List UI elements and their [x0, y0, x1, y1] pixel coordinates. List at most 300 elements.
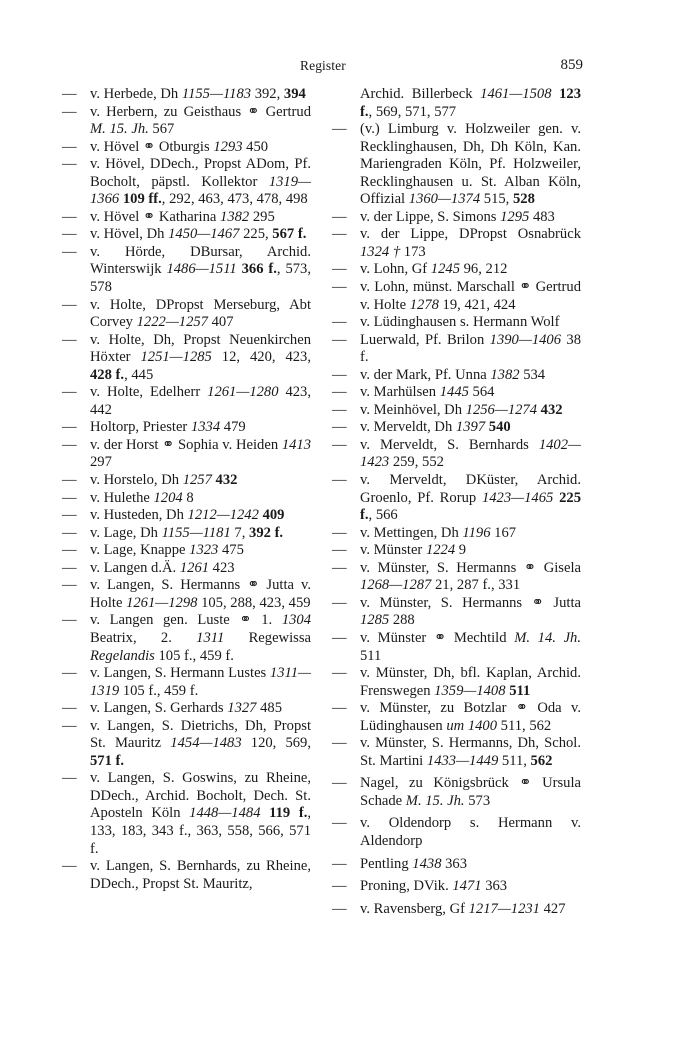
entry-segment: v. Holte, Dh, Propst Neuenkirchen Höxter	[90, 331, 311, 366]
entry-date: 1319—1366	[90, 173, 311, 208]
entry-dash: —	[332, 261, 347, 278]
entry-main-page-ref: 109 ff.	[122, 191, 162, 208]
entry-date: Regelandis	[90, 647, 155, 664]
entry-date: 1327	[227, 700, 257, 717]
entry-text	[360, 402, 581, 420]
entry-date: 1278	[409, 296, 439, 313]
entry-segment: v. Hörde, DBursar, Archid. Winterswijk	[90, 243, 311, 278]
entry-dash: —	[62, 489, 77, 506]
entry-segment: v. Meinhövel, Dh	[360, 401, 466, 418]
index-entry	[57, 542, 311, 560]
entry-text	[90, 858, 311, 893]
entry-segment: , 445	[124, 366, 154, 383]
entry-date: 1397	[455, 419, 486, 436]
index-entry	[327, 542, 581, 560]
entry-segment: v. Langen, S. Dietrichs, Dh, Propst St. Mauritz	[90, 717, 311, 752]
entry-dash: —	[332, 384, 347, 401]
entry-text	[90, 209, 311, 227]
index-entry	[327, 700, 581, 735]
index-entry	[327, 630, 581, 665]
entry-segment	[261, 805, 270, 821]
entry-date: M. 15. Jh.	[405, 792, 465, 809]
entry-date: 1311—1319	[90, 665, 311, 699]
index-entry	[327, 735, 581, 770]
entry-text	[360, 901, 581, 919]
entry-segment: v. Holte, Edelherr	[90, 384, 208, 401]
entry-text	[360, 665, 581, 700]
entry-text	[90, 507, 311, 525]
entry-date: 1196	[462, 524, 491, 541]
entry-segment: 427	[539, 900, 566, 917]
entry-date: 1382	[490, 366, 520, 383]
index-entry	[327, 226, 581, 261]
entry-dash: —	[332, 735, 347, 752]
entry-dash: —	[62, 559, 77, 576]
index-entry	[57, 437, 311, 472]
entry-segment: 8	[182, 489, 194, 506]
entry-segment: v. Lüdinghausen s. Hermann Wolf	[360, 314, 560, 331]
entry-segment: 259, 552	[389, 454, 444, 471]
entry-dash: —	[62, 138, 77, 155]
entry-date: 1285	[360, 612, 390, 629]
entry-segment: v. Langen, S. Hermann Lustes	[90, 665, 270, 682]
entry-dash: —	[62, 243, 77, 260]
entry-date: 1217—1231	[468, 900, 540, 917]
entry-dash: —	[62, 472, 77, 489]
entry-date: 1245	[430, 261, 460, 278]
entry-dash: —	[62, 542, 77, 559]
entry-dash: —	[332, 331, 347, 348]
entry-segment: v. Münster, S. Hermanns ⚭ Jutta	[360, 594, 581, 611]
index-entry	[327, 419, 581, 437]
entry-segment: 423	[209, 559, 235, 576]
entry-date: 1438	[412, 855, 442, 872]
entry-segment: v. Langen gen. Luste ⚭ 1.	[90, 612, 282, 629]
running-head-title: Register	[300, 58, 346, 73]
entry-segment: 515,	[480, 191, 513, 208]
entry-dash: —	[332, 855, 347, 872]
entry-text	[90, 542, 311, 560]
entry-dash: —	[332, 366, 347, 383]
index-entry	[57, 244, 311, 297]
index-entry	[327, 472, 581, 525]
entry-dash: —	[62, 156, 77, 173]
entry-dash: —	[62, 717, 77, 734]
entry-segment: 534	[519, 366, 546, 383]
page-number: 859	[560, 57, 583, 73]
entry-dash: —	[62, 507, 77, 524]
entry-segment: 9	[455, 542, 467, 559]
entry-date: 1256—1274	[465, 401, 538, 418]
entry-segment: 573	[464, 792, 491, 809]
entry-segment: v. Langen, S. Bernhards, zu Rheine, DDech., Propst St. Mauritz,	[90, 858, 311, 892]
entry-dash: —	[62, 665, 77, 682]
entry-segment: v. der Horst ⚭ Sophia v. Heiden	[90, 436, 282, 453]
entry-text	[360, 226, 581, 261]
entry-date: 1359—1408	[434, 682, 506, 699]
entry-segment: 511	[360, 647, 382, 664]
entry-dash: —	[332, 775, 347, 792]
entry-main-page-ref: 225 f.	[360, 489, 581, 524]
index-entry	[327, 332, 581, 367]
entry-date: 1448—1484	[189, 805, 261, 822]
entry-segment: , 133, 183, 343 f., 363, 558, 566, 571 f.	[90, 805, 311, 857]
index-entry	[57, 507, 311, 525]
entry-dash: —	[62, 226, 77, 243]
entry-text	[360, 367, 581, 385]
entry-dash: —	[62, 384, 77, 401]
entry-segment: v. Horstelo, Dh	[90, 472, 183, 489]
entry-dash: —	[62, 524, 77, 541]
entry-text	[360, 314, 581, 332]
entry-segment: 96, 212	[459, 261, 508, 278]
entry-date: M. 15. Jh.	[90, 121, 149, 138]
entry-dash: —	[332, 208, 347, 225]
entry-segment: 21, 287 f., 331	[431, 577, 521, 594]
entry-segment: 450	[242, 138, 269, 155]
entry-dash: —	[332, 436, 347, 453]
entry-text	[360, 472, 581, 525]
entry-segment: Archid. Billerbeck	[360, 86, 481, 102]
entry-text	[90, 700, 311, 718]
entry-segment: 297	[90, 454, 112, 471]
entry-segment: v. der Lippe, S. Simons	[360, 208, 501, 225]
entry-text	[360, 279, 581, 314]
entry-date: 1382	[220, 208, 250, 225]
entry-segment: Regewissa	[224, 629, 311, 646]
entry-dash: —	[332, 226, 347, 243]
entry-segment: 363	[441, 855, 468, 872]
entry-segment: 392,	[251, 86, 284, 102]
entry-segment: Beatrix, 2.	[90, 629, 197, 646]
entry-segment: v. Münster, S. Hermanns ⚭ Gisela	[360, 559, 581, 576]
entry-main-page-ref: 119 f.	[269, 805, 308, 822]
entry-segment: v. Merveldt, DKüster, Archid. Groenlo, Pf. Rorup	[360, 472, 581, 506]
entry-segment: Luerwald, Pf. Brilon	[360, 331, 490, 348]
entry-segment: v. Langen d.Ä.	[90, 559, 180, 576]
entry-text	[90, 226, 311, 244]
index-entry	[57, 770, 311, 858]
entry-segment: 120, 569,	[241, 735, 311, 752]
entry-segment: v. Mettingen, Dh	[360, 524, 463, 541]
entry-date: 1293	[213, 138, 243, 155]
entry-segment: , 566	[368, 507, 398, 524]
entry-segment: 288	[389, 612, 415, 629]
entry-date: 1224	[425, 542, 456, 559]
entry-date: 1433—1449	[426, 752, 499, 769]
index-entry	[327, 367, 581, 385]
entry-main-page-ref: 394	[283, 86, 306, 102]
entry-dash: —	[332, 559, 347, 576]
entry-dash: —	[62, 296, 77, 313]
entry-segment: 38 f.	[360, 331, 581, 366]
entry-segment: v. Münster	[360, 542, 426, 559]
index-entry	[57, 104, 311, 139]
entry-dash: —	[62, 612, 77, 629]
entry-segment: , 573, 578	[90, 261, 311, 296]
entry-segment: v. Münster, Dh, bfl. Kaplan, Archid. Frenswegen	[360, 665, 581, 699]
entry-main-page-ref: 540	[488, 419, 511, 436]
entry-text	[90, 472, 311, 490]
entry-dash: —	[62, 700, 77, 717]
entry-text	[360, 437, 581, 472]
entry-text	[360, 856, 581, 874]
entry-segment: v. der Lippe, DPropst Osnabrück	[360, 226, 581, 243]
index-entry	[327, 525, 581, 543]
entry-date: 1445	[439, 384, 469, 401]
entry-text	[90, 718, 311, 771]
entry-date: 1212—1242	[187, 507, 259, 524]
entry-text	[360, 595, 581, 630]
entry-text	[360, 878, 581, 896]
entry-segment: 485	[256, 700, 282, 717]
entry-main-page-ref: 392 f.	[249, 524, 284, 541]
entry-dash: —	[332, 472, 347, 489]
index-entry	[327, 314, 581, 332]
entry-text	[90, 419, 311, 437]
entry-text	[90, 437, 311, 472]
index-entry	[57, 525, 311, 543]
entry-text	[360, 560, 581, 595]
entry-segment: Pentling	[360, 855, 413, 872]
entry-segment: v. Hövel ⚭ Otburgis	[90, 138, 214, 155]
index-entry	[327, 815, 581, 850]
entry-segment: 483	[529, 208, 555, 225]
entry-date: 1360—1374	[408, 191, 481, 208]
entry-date: 1390—1406	[489, 331, 562, 348]
entry-dash: —	[332, 700, 347, 717]
entry-date: 1471	[452, 878, 482, 895]
entry-main-page-ref: 432	[540, 401, 563, 418]
entry-segment: 7,	[230, 524, 250, 541]
entry-text	[360, 384, 581, 402]
entry-date: 1402—1423	[360, 436, 581, 471]
entry-text	[90, 86, 311, 104]
entry-segment: v. Oldendorp s. Hermann v. Aldendorp	[360, 815, 581, 849]
entry-dash: —	[62, 577, 77, 594]
entry-main-page-ref: 511	[509, 682, 531, 699]
entry-main-page-ref: 562	[530, 752, 553, 769]
entry-dash: —	[332, 524, 347, 541]
entry-segment: 564	[468, 384, 495, 401]
entry-text	[90, 156, 311, 209]
entry-date: 1324 †	[360, 243, 401, 260]
entry-segment: v. Herbern, zu Geisthaus ⚭ Gertrud	[90, 103, 311, 120]
entry-segment: 511, 562	[497, 717, 552, 734]
index-entry	[327, 856, 581, 874]
index-entry	[57, 560, 311, 578]
index-entry	[327, 437, 581, 472]
entry-segment: 105 f., 459 f.	[119, 682, 199, 699]
entry-date: 1261—1280	[207, 384, 279, 401]
entry-text	[90, 560, 311, 578]
index-entry	[327, 901, 581, 919]
entry-text	[90, 139, 311, 157]
entry-date: 1261—1298	[126, 594, 198, 611]
entry-segment: v. Münster ⚭ Mechtild	[360, 629, 515, 646]
entry-main-page-ref: 366 f.	[241, 261, 277, 278]
entry-dash: —	[62, 86, 77, 102]
index-entry	[57, 86, 311, 104]
index-entry	[57, 156, 311, 209]
running-head	[0, 58, 700, 78]
entry-segment: Holtorp, Priester	[90, 419, 191, 436]
entry-text	[90, 612, 311, 665]
entry-date: 1486—1511	[166, 261, 237, 278]
entry-dash: —	[332, 401, 347, 418]
entry-segment: v. Münster, S. Hermanns, Dh, Schol. St. Martini	[360, 735, 581, 769]
entry-text	[90, 770, 311, 858]
entry-date: 1461—1508	[480, 86, 552, 102]
entry-segment: v. Husteden, Dh	[90, 507, 188, 524]
entry-segment: v. Langen, S. Hermanns ⚭ Jutta v. Holte	[90, 577, 311, 611]
entry-date: 1334	[190, 419, 221, 436]
entry-date: 1257	[182, 472, 212, 489]
entry-dash: —	[332, 542, 347, 559]
entry-date: 1204	[153, 489, 183, 506]
index-entry	[327, 209, 581, 227]
entry-date: 1423—1465	[481, 489, 554, 506]
entry-dash: —	[332, 665, 347, 682]
entry-date: 1454—1483	[170, 735, 242, 752]
entry-segment: 479	[220, 419, 246, 436]
entry-segment: , 292, 463, 473, 478, 498	[161, 191, 308, 208]
entry-date: 1295	[500, 208, 530, 225]
entry-main-page-ref: 567 f.	[272, 226, 307, 243]
entry-date: 1251—1285	[140, 349, 212, 366]
entry-segment: v. der Mark, Pf. Unna	[360, 366, 491, 383]
entry-main-page-ref: 428 f.	[90, 366, 125, 383]
entry-date: 1155—1181	[161, 524, 231, 541]
index-entry	[57, 209, 311, 227]
entry-text	[90, 332, 311, 385]
entry-segment: 105 f., 459 f.	[154, 647, 234, 664]
entry-dash: —	[62, 858, 77, 875]
entry-segment: Nagel, zu Königsbrück ⚭ Ursula Schade	[360, 775, 581, 809]
entry-text	[360, 332, 581, 367]
entry-dash: —	[62, 103, 77, 120]
entry-date: 1261	[179, 559, 210, 576]
entry-text	[360, 525, 581, 543]
entry-text	[90, 297, 311, 332]
entry-segment: 423, 442	[90, 384, 311, 418]
entry-segment: v. Hövel, Dh	[90, 226, 169, 243]
entry-text	[90, 244, 311, 297]
entry-text	[360, 261, 581, 279]
entry-segment: v. Ravensberg, Gf	[360, 900, 469, 917]
index-entry	[57, 858, 311, 893]
index-column-left	[57, 86, 311, 893]
entry-segment: v. Merveldt, S. Bernhards	[360, 436, 539, 453]
entry-date: um 1400	[446, 717, 498, 734]
entry-segment: 12, 420, 423,	[211, 349, 311, 366]
index-entry	[327, 775, 581, 810]
index-entry	[57, 332, 311, 385]
entry-segment: v. Lage, Dh	[90, 524, 162, 541]
entry-segment: 225,	[239, 226, 273, 243]
entry-dash: —	[332, 878, 347, 895]
index-entry	[57, 700, 311, 718]
entry-segment: v. Merveldt, Dh	[360, 419, 456, 436]
entry-text	[360, 775, 581, 810]
entry-segment: 363	[481, 878, 508, 895]
entry-segment: 105, 288, 423, 459	[197, 594, 311, 611]
index-entry	[57, 490, 311, 508]
entry-text	[360, 86, 581, 121]
entry-text	[360, 815, 581, 850]
entry-dash: —	[62, 419, 77, 436]
entry-segment: v. Hövel, DDech., Propst ADom, Pf. Bocholt, päpstl. Kollektor	[90, 156, 311, 190]
entry-segment: v. Lohn, münst. Marschall ⚭ Gertrud v. Holte	[360, 279, 581, 313]
entry-text	[90, 104, 311, 139]
entry-text	[90, 490, 311, 508]
entry-dash: —	[332, 594, 347, 611]
entry-dash: —	[332, 815, 347, 832]
entry-dash: —	[62, 436, 77, 453]
entry-main-page-ref: 409	[262, 507, 285, 524]
entry-segment: v. Herbede, Dh	[90, 86, 182, 102]
index-entry	[57, 718, 311, 771]
index-entry	[57, 226, 311, 244]
index-entry	[57, 419, 311, 437]
entry-dash: —	[62, 208, 77, 225]
index-entry	[327, 595, 581, 630]
entry-text	[360, 542, 581, 560]
entry-main-page-ref: 571 f.	[90, 752, 125, 769]
index-entry	[327, 560, 581, 595]
entry-segment: v. Langen, S. Gerhards	[90, 700, 228, 717]
entry-text	[90, 384, 311, 419]
entry-date: 1304	[281, 612, 311, 629]
entry-text	[90, 577, 311, 612]
entry-dash: —	[62, 331, 77, 348]
entry-text	[360, 630, 581, 665]
entry-dash: —	[332, 314, 347, 331]
entry-segment: v. Münster, zu Botzlar ⚭ Oda v. Lüdinghausen	[360, 700, 581, 734]
entry-date: 1450—1467	[168, 226, 240, 243]
entry-date: M. 14. Jh.	[514, 629, 581, 646]
entry-segment: v. Marhülsen	[360, 384, 440, 401]
entry-dash: —	[332, 629, 347, 646]
index-entry	[57, 472, 311, 490]
index-entry	[327, 665, 581, 700]
index-entry	[327, 121, 581, 209]
entry-date: 1413	[281, 436, 311, 453]
entry-date: 1155—1183	[181, 86, 252, 102]
entry-dash: —	[62, 770, 77, 787]
entry-text	[360, 121, 581, 209]
entry-text	[90, 525, 311, 543]
index-column-right	[327, 86, 581, 918]
entry-segment: , 569, 571, 577	[368, 103, 457, 120]
entry-segment: 167	[490, 524, 517, 541]
entry-date: 1268—1287	[360, 577, 432, 594]
entry-segment: 295	[249, 208, 275, 225]
entry-text	[90, 665, 311, 700]
entry-segment: v. Holte, DPropst Merseburg, Abt Corvey	[90, 296, 311, 331]
entry-segment: v. Langen, S. Goswins, zu Rheine, DDech., Archid. Bocholt, Dech. St. Aposteln Köln	[90, 770, 311, 822]
index-entry	[57, 384, 311, 419]
entry-segment: 173	[400, 243, 426, 260]
index-entry	[57, 612, 311, 665]
index-entry	[327, 261, 581, 279]
entry-segment: Proning, DVik.	[360, 878, 453, 895]
index-entry	[57, 665, 311, 700]
entry-segment: (v.) Limburg v. Holzweiler gen. v. Recklinghausen, Dh, Dh Köln, Kan. Mariengraden Köln, Pf. Holzweiler, Recklinghausen u. St. Alban Köln, Offizial	[360, 121, 581, 208]
entry-segment: 511,	[498, 752, 531, 769]
index-entry	[57, 297, 311, 332]
entry-main-page-ref: 432	[215, 472, 238, 489]
